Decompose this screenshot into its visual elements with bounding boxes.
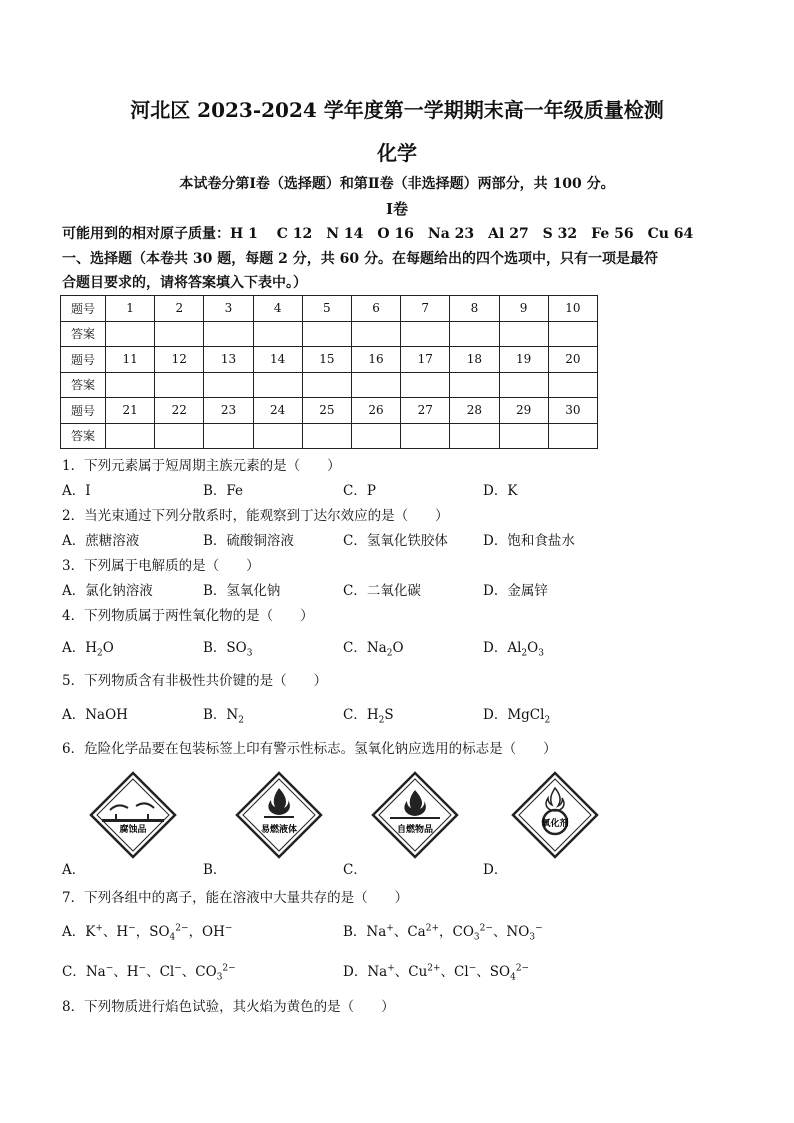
answer-cell[interactable]: [204, 321, 253, 347]
question-number-cell: 29: [499, 398, 548, 424]
section-instructions-1: 一、选择题（本卷共 30 题，每题 2 分，共 60 分。在每题给出的四个选项中，只有一项是最符: [62, 251, 658, 267]
row-label-answer: 答案: [61, 321, 106, 347]
answer-cell[interactable]: [351, 321, 400, 347]
q5-option-a: A．NaOH: [62, 707, 128, 723]
answer-table: [60, 295, 598, 449]
q3-option-a: A．氯化钠溶液: [62, 583, 153, 599]
question-number-cell: 30: [548, 398, 597, 424]
answer-cell[interactable]: [548, 321, 597, 347]
answer-cell[interactable]: [351, 372, 400, 398]
answer-cell[interactable]: [302, 372, 351, 398]
question-number-cell: 8: [450, 296, 499, 322]
question-number-cell: 18: [450, 347, 499, 373]
q5-option-c: C．$H_2S$: [343, 707, 394, 726]
q2-option-b: B．硫酸铜溶液: [203, 533, 294, 549]
q5-option-b: B．$N_2$: [203, 707, 244, 726]
answer-cell[interactable]: [155, 321, 204, 347]
atomic-masses: 可能用到的相对原子质量：H 1 C 12 N 14 O 16 Na 23 Al 27 S 32 Fe 56 Cu 64: [62, 226, 694, 242]
answer-cell[interactable]: [401, 321, 450, 347]
question-number-cell: 24: [253, 398, 302, 424]
question-number-cell: 23: [204, 398, 253, 424]
answer-cell[interactable]: [450, 372, 499, 398]
q1-stem: 1．下列元素属于短周期主族元素的是（ ）: [62, 458, 341, 474]
question-number-cell: 15: [302, 347, 351, 373]
q6-option-c: C．: [343, 862, 367, 878]
spontaneous-combustion-sign-icon: [370, 770, 460, 860]
row-label-number: 题号: [61, 347, 106, 373]
question-number-cell: 5: [302, 296, 351, 322]
q2-option-c: C．氢氧化铁胶体: [343, 533, 448, 549]
question-number-cell: 17: [401, 347, 450, 373]
q7-option-d: D．Na+、$Cu^{2+}$、Cl−、$SO_4^{2-}$: [343, 963, 530, 983]
q7-option-b: B．Na+、$Ca^{2+}$，$CO_3^{2-}$、$NO_3^-$: [343, 923, 543, 943]
question-number-cell: 16: [351, 347, 400, 373]
question-number-cell: 20: [548, 347, 597, 373]
q4-option-c: C．$Na_2O$: [343, 640, 404, 659]
answer-cell[interactable]: [548, 372, 597, 398]
subject-title: 化学: [377, 141, 417, 165]
question-number-cell: 27: [401, 398, 450, 424]
question-number-cell: 6: [351, 296, 400, 322]
q3-option-d: D．金属锌: [483, 583, 548, 599]
volume-label: Ⅰ卷: [385, 200, 409, 218]
q6-stem: 6．危险化学品要在包装标签上印有警示性标志。氢氧化钠应选用的标志是（ ）: [62, 741, 557, 757]
question-number-cell: 28: [450, 398, 499, 424]
question-number-cell: 21: [106, 398, 155, 424]
question-number-cell: 19: [499, 347, 548, 373]
question-number-cell: 25: [302, 398, 351, 424]
answer-cell[interactable]: [401, 372, 450, 398]
q4-option-d: D．$Al_2O_3$: [483, 640, 544, 659]
answer-cell[interactable]: [302, 321, 351, 347]
q5-stem: 5．下列物质含有非极性共价键的是（ ）: [62, 673, 328, 689]
answer-cell[interactable]: [253, 372, 302, 398]
sign-a-label: 腐蚀品: [119, 825, 147, 835]
q7-option-c: C．Na−、H−、Cl−、$CO_3^{2-}$: [62, 963, 236, 983]
answer-cell[interactable]: [253, 423, 302, 449]
q5-option-d: D．MgCl$_2$: [483, 707, 551, 726]
q3-option-c: C．二氧化碳: [343, 583, 421, 599]
answer-cell[interactable]: [499, 423, 548, 449]
question-number-cell: 9: [499, 296, 548, 322]
question-number-cell: 10: [548, 296, 597, 322]
oxidizer-sign-icon: [510, 770, 600, 860]
answer-table-answer-row: [61, 321, 598, 347]
flammable-liquid-sign-icon: [234, 770, 324, 860]
row-label-number: 题号: [61, 398, 106, 424]
question-number-cell: 13: [204, 347, 253, 373]
question-number-cell: 4: [253, 296, 302, 322]
answer-cell[interactable]: [204, 372, 253, 398]
q2-option-a: A．蔗糖溶液: [62, 533, 140, 549]
answer-cell[interactable]: [106, 321, 155, 347]
q7-stem: 7．下列各组中的离子，能在溶液中大量共存的是（ ）: [62, 890, 409, 906]
exam-title: 河北区 2023-2024 学年度第一学期期末高一年级质量检测: [130, 98, 664, 122]
q4-option-a: A．$H_2O$: [62, 640, 114, 659]
row-label-number: 题号: [61, 296, 106, 322]
answer-cell[interactable]: [106, 372, 155, 398]
question-number-cell: 22: [155, 398, 204, 424]
answer-cell[interactable]: [155, 423, 204, 449]
q6-option-a: A．: [62, 862, 86, 878]
answer-cell[interactable]: [450, 423, 499, 449]
q3-stem: 3．下列属于电解质的是（ ）: [62, 558, 260, 574]
answer-cell[interactable]: [450, 321, 499, 347]
corrosive-sign-icon: [88, 770, 178, 860]
question-number-cell: 14: [253, 347, 302, 373]
q3-option-b: B．氢氧化钠: [203, 583, 281, 599]
q1-option-d: D．K: [483, 483, 518, 499]
q6-option-b: B．: [203, 862, 227, 878]
q7-option-a: A．K+、H−，$SO_4^{2-}$，OH−: [62, 923, 233, 943]
question-number-cell: 2: [155, 296, 204, 322]
answer-cell[interactable]: [548, 423, 597, 449]
row-label-answer: 答案: [61, 372, 106, 398]
q2-option-d: D．饱和食盐水: [483, 533, 575, 549]
answer-cell[interactable]: [401, 423, 450, 449]
answer-cell[interactable]: [499, 372, 548, 398]
section-instructions-2: 合题目要求的，请将答案填入下表中。）: [62, 275, 307, 291]
sign-c-label: 自燃物品: [396, 825, 434, 835]
answer-table-answer-row: [61, 423, 598, 449]
question-number-cell: 26: [351, 398, 400, 424]
question-number-cell: 12: [155, 347, 204, 373]
question-number-cell: 11: [106, 347, 155, 373]
answer-cell[interactable]: [155, 372, 204, 398]
answer-cell[interactable]: [499, 321, 548, 347]
sign-d-label: 氧化剂: [541, 819, 569, 829]
answer-cell[interactable]: [106, 423, 155, 449]
q4-stem: 4．下列物质属于两性氧化物的是（ ）: [62, 608, 314, 624]
q2-stem: 2．当光束通过下列分散系时，能观察到丁达尔效应的是（ ）: [62, 508, 449, 524]
answer-table-answer-row: [61, 372, 598, 398]
answer-table-number-row: [61, 347, 598, 373]
exam-note: 本试卷分第Ⅰ卷（选择题）和第Ⅱ卷（非选择题）两部分，共 100 分。: [179, 176, 615, 192]
row-label-answer: 答案: [61, 423, 106, 449]
q6-option-d: D．: [483, 862, 508, 878]
answer-cell[interactable]: [351, 423, 400, 449]
answer-cell[interactable]: [204, 423, 253, 449]
question-number-cell: 1: [106, 296, 155, 322]
q1-option-b: B．Fe: [203, 483, 244, 499]
question-number-cell: 3: [204, 296, 253, 322]
q4-option-b: B．$SO_3$: [203, 640, 253, 659]
question-number-cell: 7: [401, 296, 450, 322]
answer-table-number-row: [61, 398, 598, 424]
sign-b-label: 易燃液体: [260, 825, 298, 835]
q1-option-c: C．P: [343, 483, 376, 499]
answer-cell[interactable]: [253, 321, 302, 347]
answer-cell[interactable]: [302, 423, 351, 449]
answer-table-number-row: [61, 296, 598, 322]
q8-stem: 8．下列物质进行焰色试验，其火焰为黄色的是（ ）: [62, 999, 395, 1015]
q1-option-a: A．I: [62, 483, 91, 499]
